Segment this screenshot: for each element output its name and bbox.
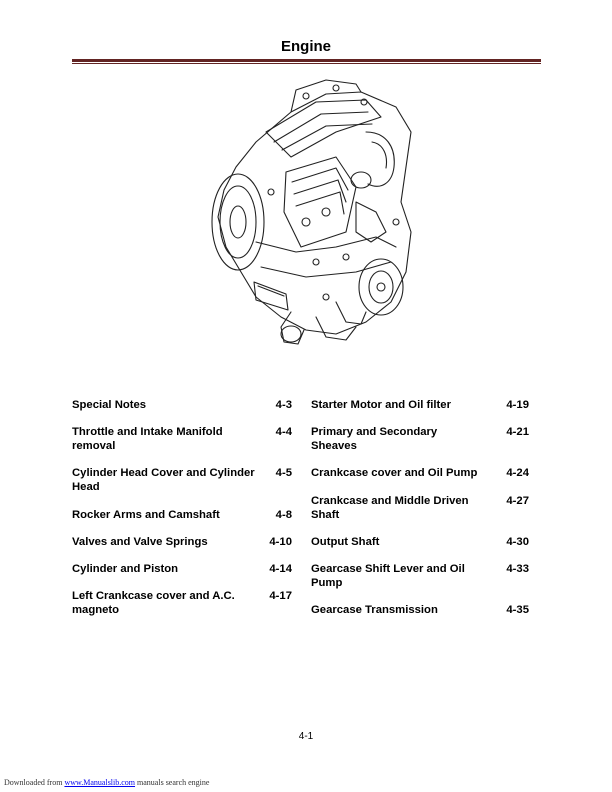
toc-title: Crankcase cover and Oil Pump	[311, 467, 478, 479]
toc-row[interactable]	[72, 589, 292, 617]
toc-title: Output Shaft	[311, 536, 380, 548]
toc-row[interactable]	[72, 466, 292, 494]
toc-title: Gearcase Shift Lever and Oil Pump	[311, 563, 465, 589]
toc-title: Throttle and Intake Manifold removal	[72, 426, 223, 452]
toc-page: 4-3	[275, 399, 292, 411]
toc-page: 4-27	[506, 495, 529, 507]
page-number: 4-1	[298, 731, 314, 742]
toc-left-column	[72, 398, 292, 617]
toc-title: Starter Motor and Oil filter	[311, 399, 451, 411]
toc-row[interactable]	[72, 508, 292, 522]
toc-row[interactable]	[72, 425, 292, 453]
toc-row[interactable]	[72, 535, 292, 549]
toc-title: Primary and Secondary Sheaves	[311, 426, 438, 452]
toc-row[interactable]	[311, 425, 529, 453]
toc-page: 4-14	[269, 563, 292, 575]
toc-page: 4-33	[506, 563, 529, 575]
toc-row[interactable]	[311, 466, 529, 480]
toc-row[interactable]	[311, 535, 529, 549]
toc-title: Gearcase Transmission	[311, 604, 438, 616]
toc-page: 4-19	[506, 399, 529, 411]
toc-row[interactable]	[72, 562, 292, 576]
manualslib-link[interactable]: www.Manualslib.com	[64, 778, 136, 787]
title-rule	[72, 59, 541, 62]
toc-title: Rocker Arms and Camshaft	[72, 509, 220, 521]
toc-page: 4-10	[269, 536, 292, 548]
page-title: Engine	[280, 38, 331, 55]
toc-page: 4-24	[506, 467, 529, 479]
toc-row[interactable]	[311, 494, 529, 522]
toc-row[interactable]	[311, 562, 529, 590]
toc-row[interactable]	[311, 398, 529, 412]
toc-page: 4-4	[275, 426, 292, 438]
download-footer	[4, 778, 209, 787]
toc-row[interactable]	[311, 603, 529, 617]
footer-suffix: manuals search engine	[137, 778, 210, 787]
footer-prefix: Downloaded from	[4, 778, 63, 787]
toc-title: Cylinder Head Cover and Cylinder Head	[72, 467, 255, 493]
toc-title: Left Crankcase cover and A.C. magneto	[72, 590, 235, 616]
title-rule-thin	[72, 63, 541, 64]
toc-title: Valves and Valve Springs	[72, 536, 208, 548]
toc-title: Crankcase and Middle Driven Shaft	[311, 495, 469, 521]
toc-page: 4-35	[506, 604, 529, 616]
toc-page: 4-21	[506, 426, 529, 438]
toc-page: 4-8	[275, 509, 292, 521]
toc-page: 4-17	[269, 590, 292, 602]
toc-title: Cylinder and Piston	[72, 563, 179, 575]
toc-title: Special Notes	[72, 399, 147, 411]
toc-row[interactable]	[72, 398, 292, 412]
engine-illustration	[196, 72, 422, 354]
toc-page: 4-30	[506, 536, 529, 548]
toc-page: 4-5	[275, 467, 292, 479]
toc-right-column	[311, 398, 529, 617]
